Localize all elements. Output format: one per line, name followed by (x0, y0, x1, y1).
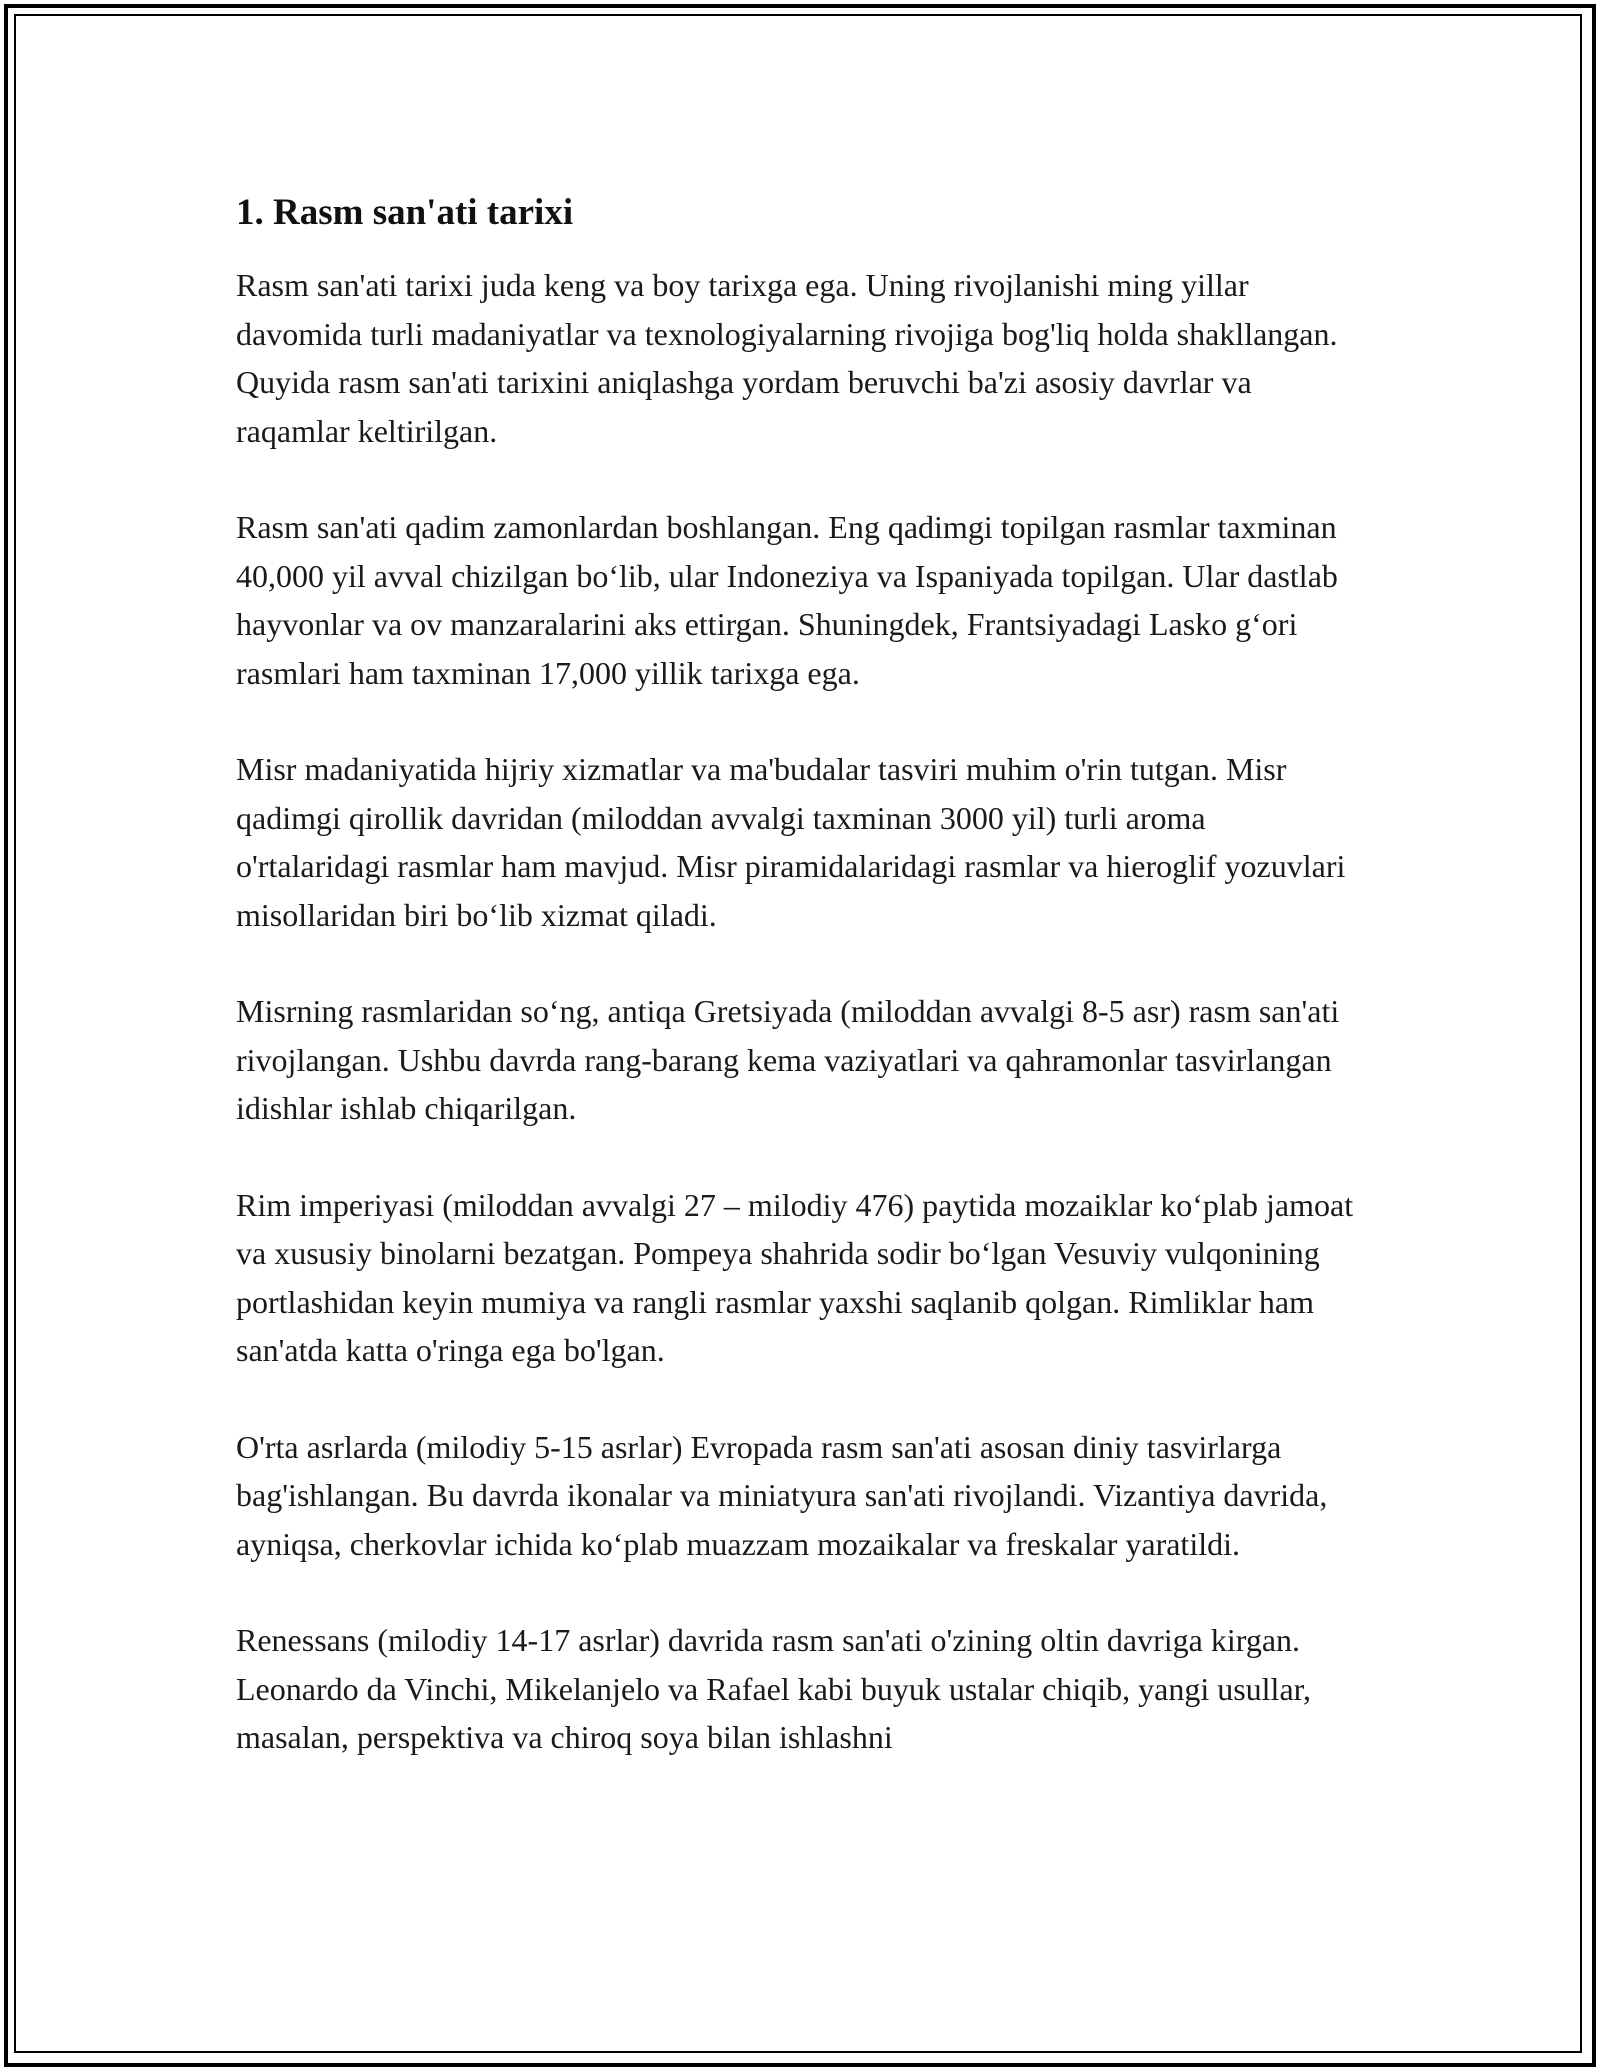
section-heading: 1. Rasm san'ati tarixi (236, 192, 574, 233)
paragraph-intro: Rasm san'ati tarixi juda keng va boy tarixga ega. Uning rivojlanishi ming yillar davomida turli madaniyatlar va texnologiyalarning rivojiga bog'liq holda shakllangan. Quyida rasm san'ati tarixini aniqlashga yordam beruvchi ba'zi asosiy davrlar va raqamlar keltirilgan. (236, 267, 1338, 449)
document-body (236, 185, 1366, 1810)
paragraph-greece: Misrning rasmlaridan so‘ng, antiqa Gretsiyada (miloddan avvalgi 8-5 asr) rasm san'ati rivojlangan. Ushbu davrda rang-barang kema vaziyatlari va qahramonlar tasvirlangan idishlar ishlab chiqarilgan. (236, 993, 1340, 1126)
paragraph-prehistoric: Rasm san'ati qadim zamonlardan boshlangan. Eng qadimgi topilgan rasmlar taxminan 40,000 yil avval chizilgan bo‘lib, ular Indoneziya va Ispaniyada topilgan. Ular dastlab hayvonlar va ov manzaralarini aks ettirgan. Shuningdek, Frantsiyadagi Lasko g‘ori rasmlari ham taxminan 17,000 yillik tarixga ega. (236, 509, 1338, 691)
paragraph-rome: Rim imperiyasi (miloddan avvalgi 27 – milodiy 476) paytida mozaiklar ko‘plab jamoat va xususiy binolarni bezatgan. Pompeya shahrida sodir bo‘lgan Vesuviy vulqonining portlashidan keyin mumiya va rangli rasmlar yaxshi saqlanib qolgan. Rimliklar ham san'atda katta o'ringa ega bo'lgan. (236, 1186, 1354, 1368)
paragraph-middle-ages: O'rta asrlarda (milodiy 5-15 asrlar) Evropada rasm san'ati asosan diniy tasvirlarga bag'ishlangan. Bu davrda ikonalar va miniatyura san'ati rivojlandi. Vizantiya davrida, ayniqsa, cherkovlar ichida ko‘plab muazzam mozaikalar va freskalar yaratildi. (236, 1428, 1328, 1562)
paragraph-egypt: Misr madaniyatida hijriy xizmatlar va ma'budalar tasviri muhim o'rin tutgan. Misr qadimgi qirollik davridan (miloddan avvalgi taxminan 3000 yil) turli aroma o'rtalaridagi rasmlar ham mavjud. Misr piramidalaridagi rasmlar va hieroglif yozuvlari misollaridan biri bo‘lib xizmat qiladi. (236, 751, 1346, 933)
paragraph-renaissance: Renessans (milodiy 14-17 asrlar) davrida rasm san'ati o'zining oltin davriga kirgan. Leonardo da Vinchi, Mikelanjelo va Rafael kabi buyuk ustalar chiqib, yangi usullar, masalan, perspektiva va chiroq soya bilan ishlashni (236, 1622, 1312, 1755)
